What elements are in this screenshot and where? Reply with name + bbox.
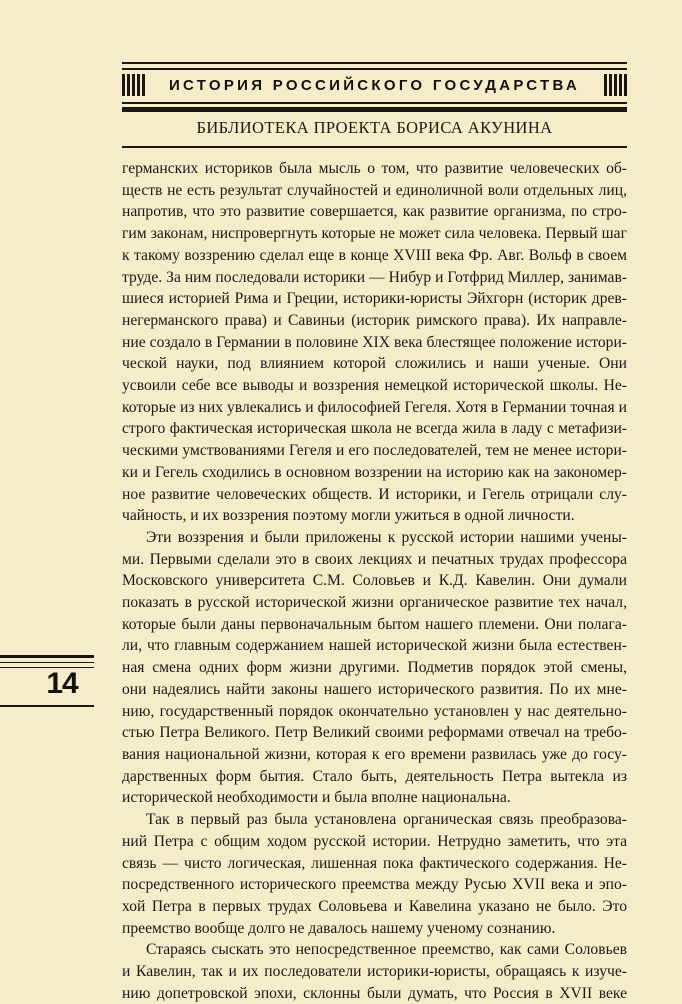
- text-line: строго фактическая историческая школа не всегда жила в ладу с метафизи-: [122, 420, 627, 438]
- text-line: напротив, что это развитие совершается, как развитие организма, по стро-: [122, 203, 627, 221]
- text-line: стью Петра Великого. Петр Великий своими реформами отвечал на требо-: [122, 724, 627, 742]
- text-line: Стараясь сыскать это непосредственное преемство, как сами Соловьев: [146, 941, 627, 959]
- library-subtitle: БИБЛИОТЕКА ПРОЕКТА БОРИСА АКУНИНА: [196, 118, 553, 137]
- text-line: ная смена одних форм жизни другими. Подметив порядок этой смены,: [122, 659, 627, 677]
- page-number: 14: [46, 667, 78, 700]
- series-title-row: [122, 70, 627, 100]
- running-header: [122, 62, 627, 112]
- right-bars-ornament: [604, 74, 627, 96]
- text-line: Московского университета С.М. Соловьев и К.Д. Кавелин. Они думали: [122, 572, 627, 590]
- subtitle-rule: [122, 146, 627, 148]
- text-line: негерманского права) и Савиньи (историк римского права). Их направле-: [122, 311, 627, 329]
- header-bottom-rules: [122, 102, 627, 112]
- page-number-underline: [0, 705, 94, 707]
- text-line: чайность, и их воззрения поэтому могли ужиться в одной личности.: [122, 507, 575, 525]
- left-bars-ornament: [122, 74, 145, 96]
- text-line: ческой науки, под влиянием которой сложились и наши ученые. Они: [122, 355, 627, 373]
- text-line: ми. Первыми сделали это в своих лекциях и печатных трудах профессора: [122, 550, 627, 568]
- text-line: Эти воззрения и были приложены к русской истории нашими учены-: [146, 528, 627, 546]
- text-line: связь — чисто логическая, лишенная пока фактического содержания. Не-: [122, 854, 627, 872]
- text-line: ние создало в Германии в половине XIX века блестящее положение истори-: [122, 333, 627, 351]
- series-title: ИСТОРИЯ РОССИЙСКОГО ГОСУДАРСТВА: [168, 76, 581, 94]
- text-line: германских историков была мысль о том, что развитие человеческих об-: [122, 160, 627, 177]
- text-line: к такому воззрению сделал еще в конце XVIII века Фр. Авг. Вольф в своем: [122, 246, 627, 264]
- text-line: труде. За ним последовали историки — Нибур и Готфрид Миллер, занимав-: [122, 268, 627, 286]
- text-line: нию, государственный порядок окончательно установлен у нас деятельно-: [122, 702, 627, 720]
- text-line: нию допетровской эпохи, склонны были думать, что Россия в XVII веке: [122, 984, 627, 1002]
- text-line: ли, что главным содержанием нашей исторической жизни была естествен-: [122, 637, 627, 655]
- text-line: ществ не есть результат случайностей и единоличной воли отдельных лиц,: [122, 181, 627, 199]
- text-line: посредственного исторического преемства между Русью XVII века и эпо-: [122, 876, 627, 894]
- text-line: ческими умствованиями Гегеля и его последователей, тем не менее истори-: [122, 442, 627, 460]
- text-line: преемство вообще долго не давалось нашему ученому сознанию.: [122, 919, 556, 937]
- text-line: и Кавелин, так и их последователи историки-юристы, обращаясь к изуче-: [122, 963, 627, 981]
- header-top-rules: [122, 62, 627, 70]
- body-text: [122, 158, 627, 1004]
- text-line: они надеялись найти законы нашего исторического развития. По их мне-: [122, 680, 627, 698]
- text-line: ное развитие человеческих обществ. И историки, и Гегель отрицали слу-: [122, 485, 627, 503]
- text-line: которые из них увлекались и философией Гегеля. Хотя в Германии точная и: [122, 398, 627, 416]
- text-line: шиеся историей Рима и Греции, историки-юристы Эйхгорн (историк древ-: [122, 290, 627, 308]
- text-line: гим законам, ниспровергнуть которые не может сила человека. Первый шаг: [122, 225, 627, 243]
- text-line: хой Петра в первых трудах Соловьева и Кавелина указано не было. Это: [122, 897, 627, 915]
- text-line: показать в русской исторической жизни органическое развитие тех начал,: [122, 594, 627, 612]
- text-line: дарственных форм бытия. Стало быть, деятельность Петра вытекла из: [122, 767, 627, 785]
- text-line: ний Петра с общим ходом русской истории. Нетрудно заметить, что эта: [122, 832, 627, 850]
- text-line: вания национальной жизни, которая к его времени развилась уже до госу-: [122, 745, 627, 763]
- text-line: ки и Гегель сходились в основном воззрении на историю как на закономер-: [122, 463, 627, 481]
- text-line: Так в первый раз была установлена органическая связь преобразова-: [146, 811, 627, 829]
- text-line: исторической необходимости и была вполне национальна.: [122, 789, 511, 807]
- text-line: усвоили себе все выводы и воззрения немецкой исторической школы. Не-: [122, 377, 627, 395]
- text-line: которые были даны первоначальным бытом нашего племени. Они полага-: [122, 615, 627, 633]
